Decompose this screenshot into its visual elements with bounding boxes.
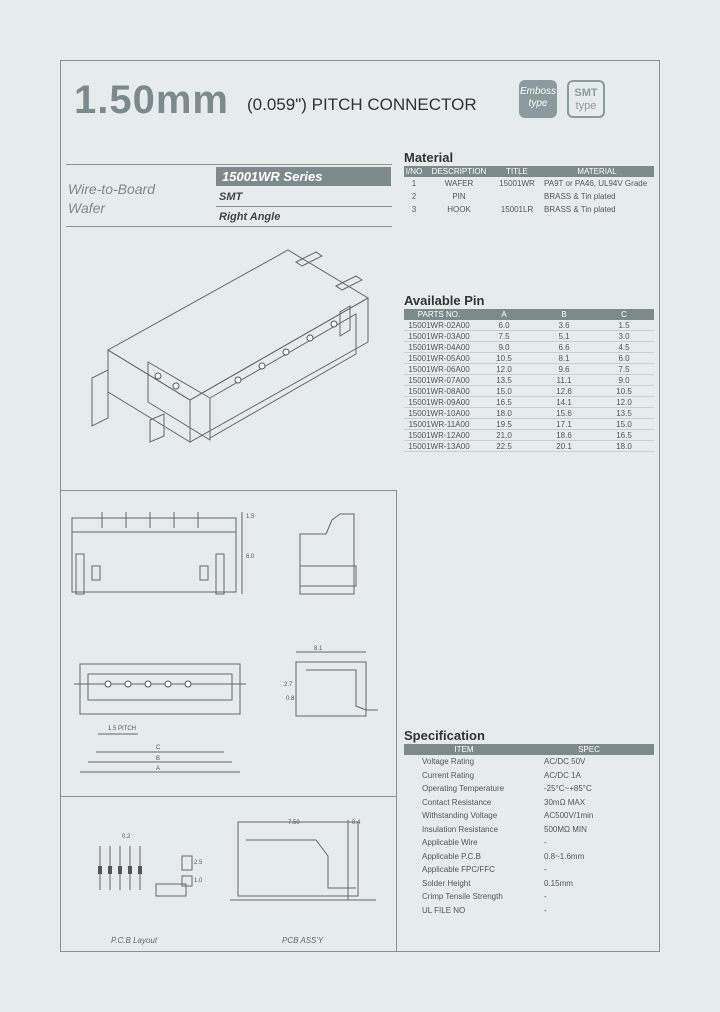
table-row: Insulation Resistance 500MΩ MIN — [422, 824, 587, 834]
pitch-size-title: 1.50mm — [74, 78, 229, 122]
dim-label: 0.2 — [122, 834, 131, 840]
table-row: 15001WR-12A00 21.0 18.6 16.5 — [404, 430, 654, 441]
smt-type-badge: SMT type — [567, 80, 605, 118]
available-pin-table: PARTS NO. A B C 15001WR-02A00 6.0 3.6 1.5 15001WR-03A00 7.5 5.1 3.0 15001WR-04A00 9.0 6.6 4.5 15001WR-05A00 10.5 8.1 6.0 15001WR-06A00 12.0 9.6 7.5 15001WR-07A00 13.5 11.1 9.0 15001WR-08A00 15.0 12.6 10.5 15001WR-09A00 16.5 14.1 12.0 15001WR-10A00 18.0 15.6 13.5 15001WR-11A00 19.5 17.1 15.0 15001WR-12A00 21.0 18.6 16.5 15001WR-13A00 22.5 20.1 18.0 — [404, 309, 654, 452]
connector-left-face — [108, 350, 190, 442]
table-row: Contact Resistance 30mΩ MAX — [422, 797, 586, 807]
dim-label: 2.5 — [194, 860, 203, 866]
side-view-body — [300, 514, 354, 594]
table-row: 15001WR-05A00 10.5 8.1 6.0 — [404, 353, 654, 364]
table-row: Voltage Rating AC/DC 50V — [422, 757, 586, 767]
table-row: 15001WR-11A00 19.5 17.1 15.0 — [404, 419, 654, 430]
connector-isometric-drawing — [60, 230, 396, 486]
orientation: Right Angle — [219, 211, 281, 223]
dim-label: A — [156, 766, 161, 772]
specification-heading: Specification — [404, 728, 485, 743]
table-row: 3 HOOK 15001LR BRASS & Tin plated — [411, 205, 616, 214]
table-row: 15001WR-13A00 22.5 20.1 18.0 — [404, 441, 654, 452]
section-divider — [60, 796, 396, 797]
table-row: 1 WAFER 15001WR PA9T or PA46, UL94V Grade — [411, 179, 648, 188]
table-row: Withstanding Voltage AC500V/1min — [422, 811, 594, 821]
table-row: Crimp Tensile Strength - — [422, 892, 547, 902]
mount-type: SMT — [219, 191, 243, 203]
table-row: 2 PIN BRASS & Tin plated — [411, 192, 616, 201]
table-row: 15001WR-10A00 18.0 15.6 13.5 — [404, 408, 654, 419]
table-row: 15001WR-07A00 13.5 11.1 9.0 — [404, 375, 654, 386]
table-row: 15001WR-09A00 16.5 14.1 12.0 — [404, 397, 654, 408]
divider — [216, 206, 392, 207]
dim-label: 0.8 — [286, 696, 295, 702]
series-name: 15001WR Series — [216, 167, 391, 186]
pitch-connector-title: (0.059") PITCH CONNECTOR — [247, 95, 477, 114]
divider — [66, 164, 392, 165]
connector-front-face — [190, 298, 368, 442]
table-row: Applicable P.C.B 0.8~1.6mm — [422, 851, 585, 861]
pcb-assy-caption: PCB ASS'Y — [282, 936, 324, 945]
top-view-body — [80, 664, 240, 714]
dim-label: 1.0 — [194, 878, 203, 884]
table-row: Current Rating AC/DC 1A — [422, 770, 581, 780]
front-view-body — [72, 532, 236, 592]
dim-label: 1.5 PITCH — [108, 726, 137, 732]
table-row: Applicable Wire - — [422, 838, 547, 848]
table-row: 15001WR-08A00 15.0 12.6 10.5 — [404, 386, 654, 397]
table-row: 15001WR-06A00 12.0 9.6 7.5 — [404, 364, 654, 375]
dim-label: 7.50 — [288, 820, 300, 826]
product-category: Wire-to-Board Wafer — [68, 181, 156, 216]
dim-label: 6.0 — [246, 554, 255, 560]
emboss-type-badge: Emboss type — [519, 80, 557, 118]
divider — [66, 226, 392, 227]
dim-label: B — [156, 756, 161, 762]
dim-label: 1.5 — [246, 514, 255, 520]
dim-label: 2.7 — [284, 682, 293, 688]
material-table: I/NO DESCRIPTION TITLE MATERIAL 1 WAFER 15001WR PA9T or PA46, UL94V Grade 2 PIN BRASS & Tin plated 3 HOOK 15001LR BRASS & Tin plated — [404, 166, 654, 216]
material-heading: Material — [404, 150, 454, 165]
pcb-assy-body — [238, 822, 358, 896]
section-divider — [396, 490, 397, 952]
table-row: 15001WR-02A00 6.0 3.6 1.5 — [404, 320, 654, 331]
dim-label: 8.1 — [314, 646, 323, 652]
table-row: Operating Temperature -25°C~+85°C — [422, 784, 592, 794]
pcb-layout-caption: P.C.B Layout — [111, 936, 158, 945]
specification-table: ITEM SPEC Voltage Rating AC/DC 50V Current Rating AC/DC 1A Operating Temperature -25°C~+85°C Contact Resistance 30mΩ MAX Withstanding Voltage AC500V/1min Insulation Resistance 500MΩ MIN Applicable Wire - Applicable P.C.B 0.8~1.6mm Applicable FPC/FFC - Solder Height 0.15mm Crimp Tensile Strength - UL FILE NO - — [404, 744, 654, 917]
table-row: Solder Height 0.15mm — [422, 878, 573, 888]
table-row: 15001WR-04A00 9.0 6.6 4.5 — [404, 342, 654, 353]
dim-label: 0.4 — [352, 820, 361, 826]
table-row: 15001WR-03A00 7.5 5.1 3.0 — [404, 331, 654, 342]
section-divider — [60, 490, 396, 491]
table-row: UL FILE NO - — [422, 905, 547, 915]
dim-label: C — [156, 745, 161, 751]
dimension-drawings — [60, 494, 396, 794]
available-pin-heading: Available Pin — [404, 293, 485, 308]
pcb-drawings — [60, 800, 396, 936]
table-row: Applicable FPC/FFC - — [422, 865, 547, 875]
